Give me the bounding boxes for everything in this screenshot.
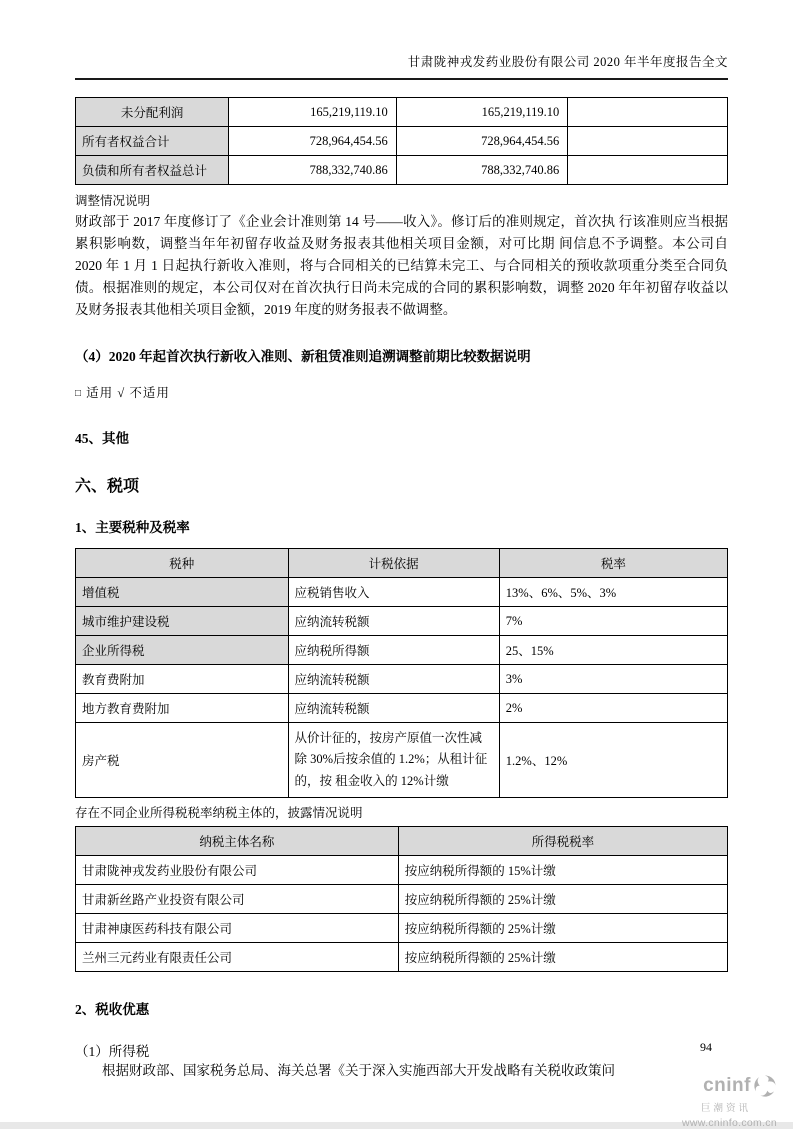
table-row (76, 694, 728, 723)
tax-basis-cell: 应纳流转税额 (288, 665, 499, 694)
entity-rate-cell: 按应纳税所得额的 25%计缴 (398, 913, 727, 942)
entity-rate-cell: 按应纳税所得额的 25%计缴 (398, 884, 727, 913)
tax-basis-cell: 应纳税所得额 (288, 636, 499, 665)
not-applicable-label: 不适用 (129, 386, 170, 400)
entity-name-cell: 甘肃神康医药科技有限公司 (76, 913, 399, 942)
cninfo-brand-row (682, 1074, 777, 1098)
table-row (76, 127, 728, 156)
income-tax-paragraph: 根据财政部、国家税务总局、海关总署《关于深入实施西部大开发战略有关税收政策问 (102, 1062, 615, 1078)
table-row (76, 913, 728, 942)
section-heading-4: （4）2020 年起首次执行新收入准则、新租赁准则追溯调整前期比较数据说明 (75, 349, 531, 364)
section-heading-6-2: 2、税收优惠 (75, 1001, 150, 1017)
table-row (76, 607, 728, 636)
empty-cell (568, 127, 728, 156)
table-row (76, 942, 728, 971)
tax-name-cell: 城市维护建设税 (76, 607, 289, 636)
section-heading-6: 六、税项 (75, 478, 140, 495)
tax-rate-cell: 1.2%、12% (499, 723, 727, 798)
column-header: 计税依据 (288, 549, 499, 578)
tax-name-cell: 房产税 (76, 723, 289, 798)
applicability-line (75, 383, 728, 401)
table-row (76, 855, 728, 884)
tax-name-cell: 增值税 (76, 578, 289, 607)
balance-sheet-table (75, 97, 728, 185)
disclosure-note: 存在不同企业所得税税率纳税主体的，披露情况说明 (75, 805, 363, 820)
table-row (76, 156, 728, 185)
cninfo-subtitle: 巨潮资讯 (700, 1103, 751, 1114)
cninfo-url: www.cninfo.com.cn (682, 1116, 777, 1129)
table-header-row (76, 826, 728, 855)
page-number: 94 (700, 1040, 712, 1054)
table-row (76, 884, 728, 913)
tax-name-cell: 企业所得税 (76, 636, 289, 665)
column-header: 所得税税率 (398, 826, 727, 855)
checkbox-unchecked-icon: □ (75, 388, 83, 399)
table-row (76, 665, 728, 694)
section-heading-6-1: 1、主要税种及税率 (75, 520, 190, 535)
value-cell: 165,219,119.10 (396, 98, 567, 127)
cninfo-swirl-icon (753, 1074, 777, 1098)
tax-entity-table (75, 826, 728, 972)
section-heading-45: 45、其他 (75, 431, 129, 446)
applicable-label: 适用 (86, 386, 114, 400)
income-tax-heading: （1）所得税 (75, 1043, 150, 1059)
tax-basis-cell: 应税销售收入 (288, 578, 499, 607)
column-header: 纳税主体名称 (76, 826, 399, 855)
checkmark-icon: √ (117, 386, 126, 400)
value-cell: 728,964,454.56 (396, 127, 567, 156)
tax-rate-cell: 2% (499, 694, 727, 723)
tax-rate-cell: 3% (499, 665, 727, 694)
value-cell: 788,332,740.86 (229, 156, 397, 185)
tax-rate-cell: 13%、6%、5%、3% (499, 578, 727, 607)
tax-name-cell: 教育费附加 (76, 665, 289, 694)
row-label-cell: 负债和所有者权益总计 (76, 156, 229, 185)
table-row (76, 636, 728, 665)
page-header (75, 52, 728, 80)
adjustment-note-label: 调整情况说明 (75, 194, 151, 208)
entity-name-cell: 甘肃新丝路产业投资有限公司 (76, 884, 399, 913)
entity-rate-cell: 按应纳税所得额的 15%计缴 (398, 855, 727, 884)
empty-cell (568, 98, 728, 127)
empty-cell (568, 156, 728, 185)
tax-rate-table (75, 548, 728, 798)
value-cell: 728,964,454.56 (229, 127, 397, 156)
tax-rate-cell: 7% (499, 607, 727, 636)
value-cell: 165,219,119.10 (229, 98, 397, 127)
table-header-row (76, 549, 728, 578)
page-header-title: 甘肃陇神戎发药业股份有限公司 2020 年半年度报告全文 (407, 55, 728, 69)
entity-rate-cell: 按应纳税所得额的 25%计缴 (398, 942, 727, 971)
row-label-cell: 未分配利润 (76, 98, 229, 127)
tax-basis-cell: 应纳流转税额 (288, 694, 499, 723)
adjustment-paragraph: 财政部于 2017 年度修订了《企业会计准则第 14 号——收入》。修订后的准则规定，首次执 行该准则应当根据累积影响数，调整当年年初留存收益及财务报表其他相关项目金额，对可比期 间信息不予调整。本公司自 2020 年 1 月 1 日起执行新收入准则，将与合同相关的已结算未完工、与合同相关的预收款项重分类至合同负债。根据准则的规定，本公司仅对在首次执行日尚未完成的合同的累积影响数，调整 2020 年年初留存收益以及财务报表其他相关项目金额，2019 年度的财务报表不做调整。 (75, 214, 728, 317)
column-header: 税种 (76, 549, 289, 578)
table-row (76, 578, 728, 607)
entity-name-cell: 兰州三元药业有限责任公司 (76, 942, 399, 971)
tax-basis-cell: 应纳流转税额 (288, 607, 499, 636)
row-label-cell: 所有者权益合计 (76, 127, 229, 156)
cninfo-logo (682, 1074, 777, 1129)
table-row (76, 98, 728, 127)
table-row (76, 723, 728, 798)
column-header: 税率 (499, 549, 727, 578)
value-cell: 788,332,740.86 (396, 156, 567, 185)
entity-name-cell: 甘肃陇神戎发药业股份有限公司 (76, 855, 399, 884)
tax-rate-cell: 25、15% (499, 636, 727, 665)
cninfo-brand-text: cninf (703, 1074, 751, 1096)
tax-name-cell: 地方教育费附加 (76, 694, 289, 723)
tax-basis-cell: 从价计征的，按房产原值一次性减除 30%后按余值的 1.2%；从租计征的，按 租金收入的 12%计缴 (288, 723, 499, 798)
